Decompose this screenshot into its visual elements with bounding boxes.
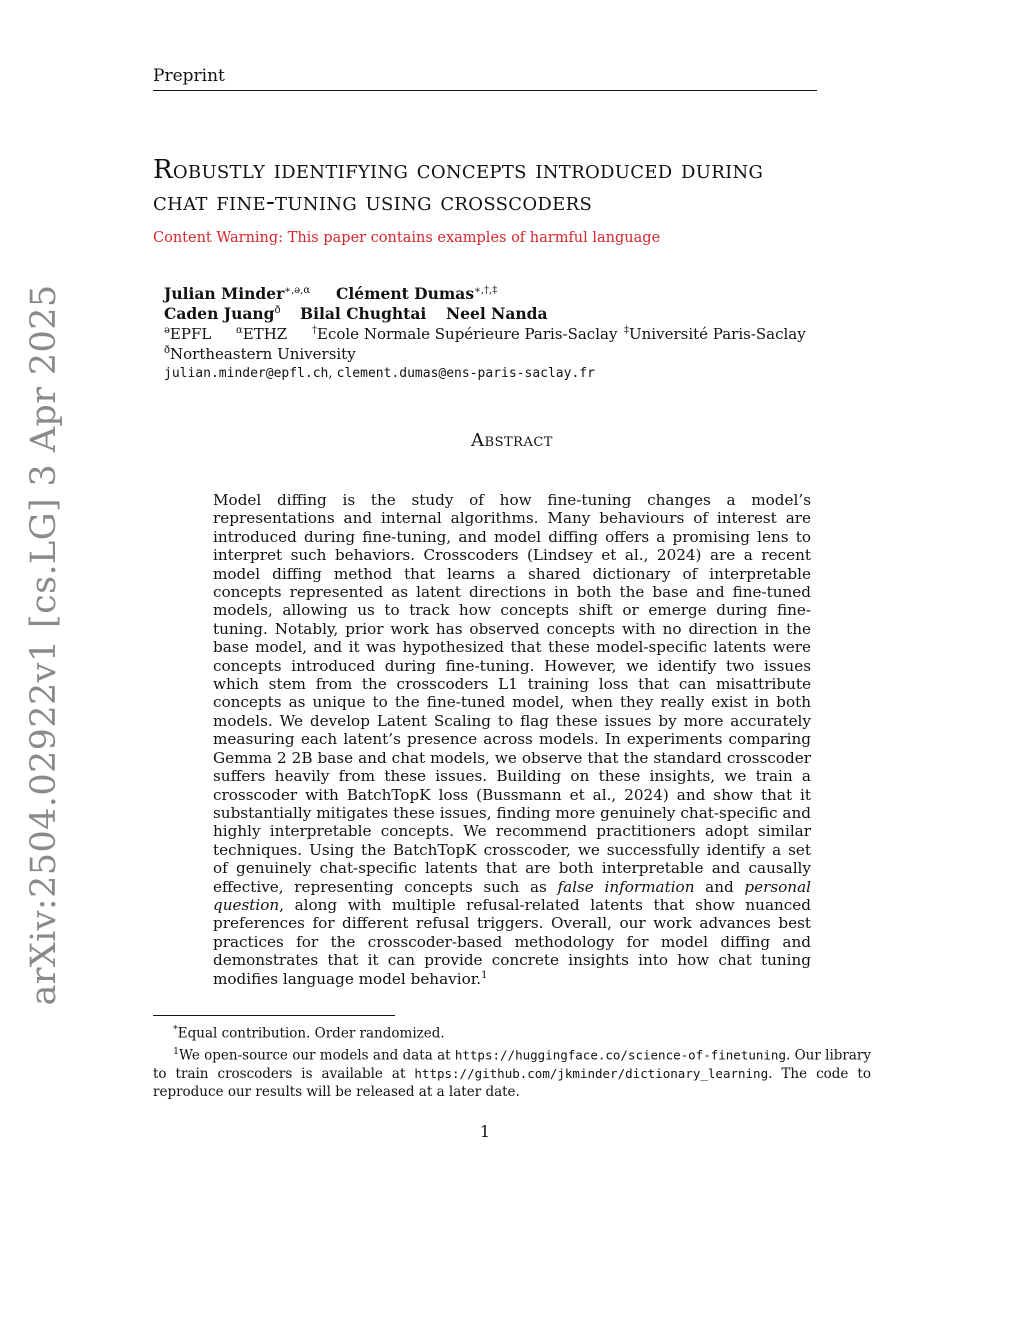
author-name: Caden Juang bbox=[164, 304, 275, 323]
author-clement-dumas bbox=[336, 284, 497, 303]
abstract-text-1: Model diffing is the study of how fine-tuning changes a model’s representations and internal algorithms. Many behaviours of interest are introduced during fine-tuning, and model diffing offers a promising lens to interpret such behaviors. Crosscoders (Lindsey et al., 2024) are a recent model diffing method that learns a shared dictionary of interpretable concepts represented as latent directions in both the base and fine-tuned models, allowing us to track how concepts shift or emerge during fine-tuning. Notably, prior work has observed concepts with no direction in the base model, and it was hypothesized that these model-specific latents were concepts introduced during fine-tuning. However, we identify two issues which stem from the crosscoders L1 training loss that can misattribute concepts as unique to the fine-tuned model, when they really exist in both models. We develop Latent Scaling to flag these issues by more accurately measuring each latent’s presence across models. In experiments comparing Gemma 2 2B base and chat models, we observe that the standard crosscoder suffers heavily from these issues. Building on these insights, we train a crosscoder with BatchTopK loss (Bussmann et al., 2024) and show that it substantially mitigates these issues, finding more genuinely chat-specific and highly interpretable concepts. We recommend practitioners adopt similar techniques. Using the BatchTopK crosscoder, we successfully identify a set of genuinely chat-specific latents that are both interpretable and causally effective, representing concepts such as bbox=[213, 491, 811, 896]
author-emails bbox=[164, 366, 595, 381]
affiliation-mark: ә bbox=[164, 325, 170, 336]
footnote-mark: 1 bbox=[173, 1046, 180, 1057]
running-title: Preprint bbox=[153, 66, 225, 86]
page-number: 1 bbox=[479, 1122, 491, 1141]
affiliation-epfl bbox=[164, 325, 211, 343]
footnote-text: Equal contribution. Order randomized. bbox=[177, 1025, 445, 1042]
affiliation-name: ETHZ bbox=[242, 325, 288, 343]
abstract-italic-2: personal question bbox=[213, 877, 811, 914]
footnote-ref-1[interactable]: 1 bbox=[481, 969, 488, 981]
footnote-mark: * bbox=[173, 1024, 178, 1035]
author-name: Clément Dumas bbox=[336, 284, 475, 303]
author-caden-juang bbox=[164, 304, 281, 323]
footnote-text-a: We open-source our models and data at bbox=[179, 1047, 455, 1064]
affiliation-mark: ‡ bbox=[624, 325, 629, 336]
affiliation-mark: ð bbox=[164, 345, 171, 356]
affiliation-name: Université Paris-Saclay bbox=[629, 325, 806, 343]
title-line-2: chat fine-tuning using crosscoders bbox=[153, 187, 593, 217]
email-link-julian[interactable]: julian.minder@epfl.ch bbox=[164, 366, 329, 381]
affiliation-mark: † bbox=[312, 325, 317, 336]
abstract-heading: Abstract bbox=[471, 430, 553, 451]
abstract-paragraph bbox=[213, 491, 811, 988]
author-marks: ∗,†,‡ bbox=[474, 284, 498, 296]
footnote-text-c: . The code to reproduce our results will be released at a later date. bbox=[153, 1066, 871, 1100]
author-name: Bilal Chughtai bbox=[300, 304, 427, 323]
footnotes bbox=[153, 1021, 871, 1101]
email-link-clement[interactable]: clement.dumas@ens-paris-saclay.fr bbox=[336, 366, 595, 381]
author-name: Julian Minder bbox=[164, 284, 285, 303]
affiliation-universite-paris-saclay bbox=[624, 325, 806, 343]
author-marks: ð bbox=[274, 304, 281, 316]
author-marks: ∗,ә,α bbox=[284, 284, 311, 296]
affiliation-northeastern bbox=[164, 345, 356, 363]
running-header bbox=[153, 64, 817, 91]
affiliation-name: Ecole Normale Supérieure Paris-Saclay bbox=[317, 325, 618, 343]
affiliation-mark: α bbox=[236, 325, 243, 336]
footnote-equal-contribution bbox=[153, 1021, 871, 1043]
affiliation-name: Northeastern University bbox=[170, 345, 356, 363]
footnote-rule bbox=[153, 1015, 395, 1016]
abstract-body bbox=[213, 491, 811, 988]
github-link[interactable]: https://github.com/jkminder/dictionary_learning bbox=[414, 1066, 769, 1081]
abstract-italic-1: false information bbox=[557, 877, 695, 896]
footnote-1 bbox=[153, 1043, 871, 1101]
affiliation-ethz bbox=[236, 325, 287, 343]
email-separator: , bbox=[328, 366, 333, 381]
affiliation-name: EPFL bbox=[169, 325, 212, 343]
footnote-text-b: . Our library to train croscoders is available at bbox=[153, 1047, 871, 1082]
affiliation-ens-paris-saclay bbox=[312, 325, 617, 343]
paper-title bbox=[153, 154, 893, 218]
title-line-1: Robustly identifying concepts introduced during bbox=[153, 155, 764, 185]
content-warning: Content Warning: This paper contains examples of harmful language bbox=[153, 230, 661, 246]
author-julian-minder bbox=[164, 284, 310, 303]
abstract-text-2: , along with multiple refusal-related latents that show nuanced preferences for different refusal triggers. Overall, our work advances best practices for the crosscoder-based methodology for model diffing and demonstrates that it can provide concrete insights into how chat tuning modifies language model behavior. bbox=[213, 895, 811, 988]
huggingface-link[interactable]: https://huggingface.co/science-of-finetuning bbox=[454, 1047, 786, 1063]
abstract-and: and bbox=[694, 877, 745, 896]
author-neel-nanda bbox=[446, 304, 548, 323]
author-name: Neel Nanda bbox=[446, 304, 548, 323]
arxiv-stamp: arXiv:2504.02922v1 [cs.LG] 3 Apr 2025 bbox=[24, 284, 64, 1006]
author-bilal-chughtai bbox=[300, 304, 426, 323]
